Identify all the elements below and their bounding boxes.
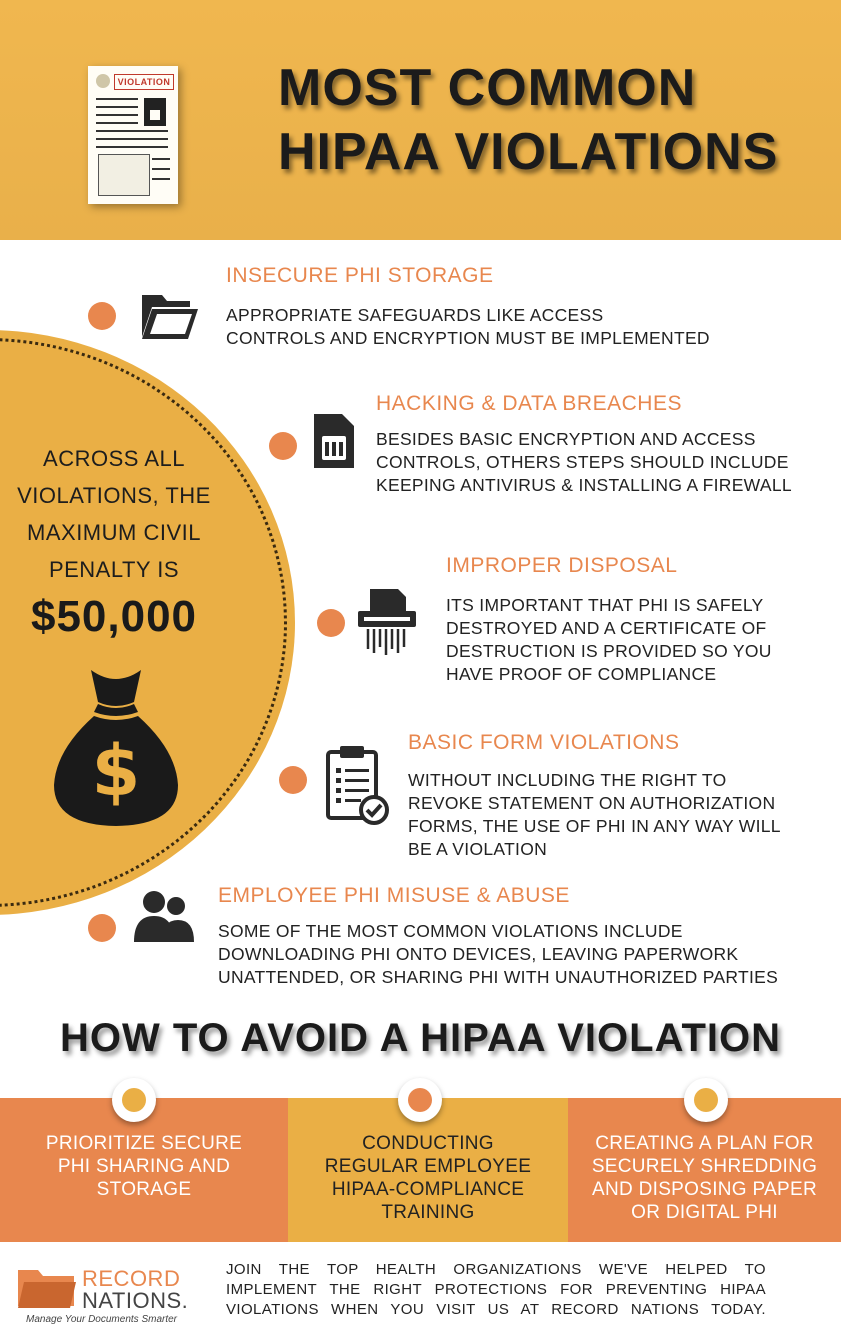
- doc-line: [96, 146, 168, 148]
- tip-text: [10, 1132, 278, 1201]
- body-line: CONTROLS AND ENCRYPTION MUST BE IMPLEMENTED: [226, 328, 710, 348]
- doc-line: [96, 106, 138, 108]
- violation-title: EMPLOYEE PHI MISUSE & ABUSE: [218, 884, 570, 907]
- tip-line: CONDUCTING: [362, 1133, 494, 1154]
- tip-line: CREATING A PLAN FOR: [595, 1133, 814, 1154]
- violation-body: [226, 304, 710, 350]
- tip-text: [578, 1132, 831, 1224]
- violation-body: [408, 769, 781, 861]
- body-line: ITS IMPORTANT THAT PHI IS SAFELY: [446, 595, 764, 615]
- footer-line: JOIN THE TOP HEALTH ORGANIZATIONS WE'VE HELPED TO: [226, 1261, 766, 1278]
- doc-line: [96, 114, 138, 116]
- footer-cta-text: [226, 1260, 766, 1320]
- penalty-line: ACROSS ALL: [43, 446, 185, 471]
- violation-document-icon: [88, 66, 178, 204]
- tip-line: PHI SHARING AND: [57, 1156, 231, 1177]
- title-line-1: MOST COMMON: [278, 59, 697, 117]
- clipboard-check-icon: [322, 744, 390, 826]
- violation-title: INSECURE PHI STORAGE: [226, 264, 494, 287]
- body-line: UNATTENDED, OR SHARING PHI WITH UNAUTHORIZED PARTIES: [218, 967, 779, 987]
- penalty-text: [0, 440, 228, 588]
- violation-title: IMPROPER DISPOSAL: [446, 554, 678, 577]
- tip-knob: [398, 1078, 442, 1122]
- doc-line: [152, 168, 170, 170]
- body-line: SOME OF THE MOST COMMON VIOLATIONS INCLUDE: [218, 921, 683, 941]
- item-dot: [317, 609, 345, 637]
- penalty-line: MAXIMUM CIVIL: [27, 520, 201, 545]
- item-dot: [88, 302, 116, 330]
- sim-card-icon: [302, 410, 364, 472]
- avoid-section-title: HOW TO AVOID A HIPAA VIOLATION: [59, 1016, 782, 1060]
- doc-line: [96, 122, 138, 124]
- penalty-amount: $50,000: [30, 592, 198, 641]
- body-line: HAVE PROOF OF COMPLIANCE: [446, 664, 717, 684]
- lock-icon: [144, 98, 166, 126]
- tip-text: [298, 1132, 558, 1224]
- body-line: DOWNLOADING PHI ONTO DEVICES, LEAVING PAPERWORK: [218, 944, 739, 964]
- item-dot: [279, 766, 307, 794]
- item-dot: [269, 432, 297, 460]
- record-nations-logo[interactable]: [16, 1262, 191, 1330]
- body-line: BESIDES BASIC ENCRYPTION AND ACCESS: [376, 429, 756, 449]
- folder-logo-icon: [16, 1266, 78, 1310]
- money-bag-icon: [46, 660, 186, 830]
- doc-line: [96, 98, 138, 100]
- body-line: DESTRUCTION IS PROVIDED SO YOU: [446, 641, 772, 661]
- page-title: [278, 56, 818, 184]
- map-icon: [98, 154, 150, 196]
- tip-knob: [112, 1078, 156, 1122]
- tip-line: HIPAA-COMPLIANCE: [331, 1179, 525, 1200]
- header-banner: [0, 0, 841, 240]
- users-icon: [132, 886, 194, 948]
- body-line: KEEPING ANTIVIRUS & INSTALLING A FIREWALL: [376, 475, 792, 495]
- logo-tagline: Manage Your Documents Smarter: [26, 1314, 178, 1325]
- body-line: BE A VIOLATION: [408, 839, 548, 859]
- doc-seal: [96, 74, 110, 88]
- doc-violation-badge: VIOLATION: [114, 74, 174, 90]
- violation-title: HACKING & DATA BREACHES: [376, 392, 682, 415]
- body-line: DESTROYED AND A CERTIFICATE OF: [446, 618, 767, 638]
- doc-line: [152, 158, 170, 160]
- tip-line: TRAINING: [381, 1202, 475, 1223]
- footer-line: VIOLATIONS WHEN YOU VISIT US AT RECORD NATIONS TODAY.: [226, 1301, 766, 1318]
- tip-line: OR DIGITAL PHI: [631, 1202, 778, 1223]
- violation-title: BASIC FORM VIOLATIONS: [408, 731, 680, 754]
- tip-line: SECURELY SHREDDING: [591, 1156, 818, 1177]
- tip-line: PRIORITIZE SECURE: [45, 1133, 243, 1154]
- doc-line: [96, 138, 168, 140]
- body-line: FORMS, THE USE OF PHI IN ANY WAY WILL: [408, 816, 781, 836]
- body-line: REVOKE STATEMENT ON AUTHORIZATION: [408, 793, 776, 813]
- penalty-line: PENALTY IS: [48, 557, 180, 582]
- item-dot: [88, 914, 116, 942]
- body-line: APPROPRIATE SAFEGUARDS LIKE ACCESS: [226, 305, 604, 325]
- body-line: CONTROLS, OTHERS STEPS SHOULD INCLUDE: [376, 452, 789, 472]
- folder-icon: [138, 285, 200, 347]
- logo-record-text: RECORD: [82, 1266, 181, 1291]
- doc-line: [152, 178, 170, 180]
- penalty-line: VIOLATIONS, THE: [17, 483, 211, 508]
- tip-line: REGULAR EMPLOYEE: [324, 1156, 532, 1177]
- tip-line: AND DISPOSING PAPER: [592, 1179, 817, 1200]
- violation-body: [376, 428, 792, 497]
- body-line: WITHOUT INCLUDING THE RIGHT TO: [408, 770, 727, 790]
- violation-body: [446, 594, 772, 686]
- svg-text:$: $: [91, 730, 141, 812]
- footer-line: IMPLEMENT THE RIGHT PROTECTIONS FOR PREVENTING HIPAA: [226, 1281, 766, 1298]
- tip-knob: [684, 1078, 728, 1122]
- shredder-icon: [354, 587, 420, 657]
- tip-line: STORAGE: [96, 1179, 192, 1200]
- doc-line: [96, 130, 168, 132]
- logo-nations-text: NATIONS.: [82, 1288, 189, 1313]
- violation-body: [218, 920, 778, 989]
- title-line-2: HIPAA VIOLATIONS: [278, 123, 779, 181]
